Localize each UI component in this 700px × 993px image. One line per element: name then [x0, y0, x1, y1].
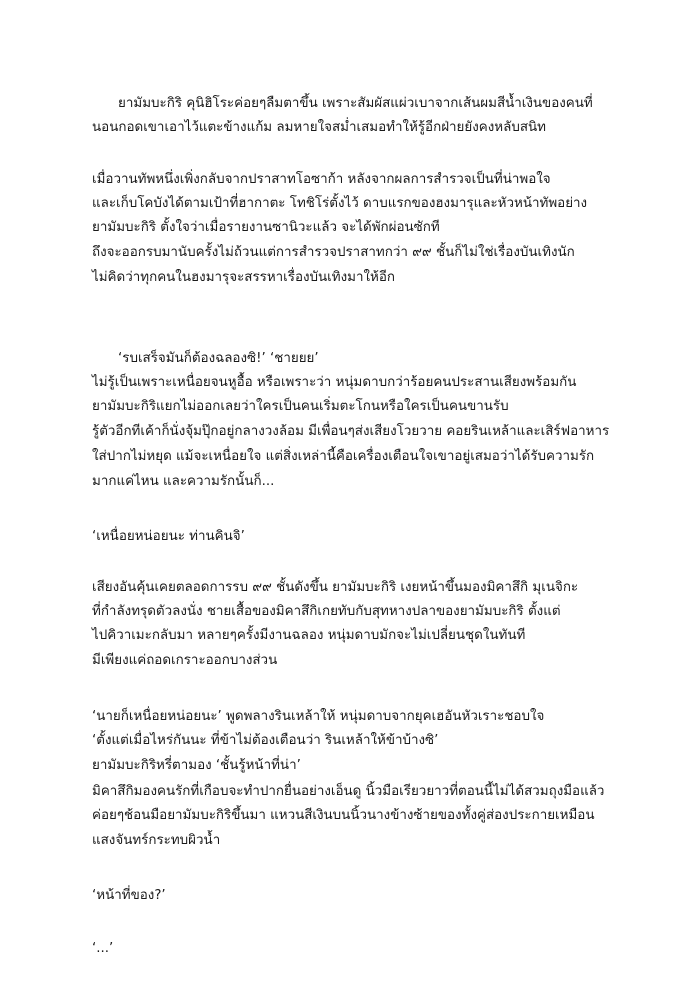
text-line: รู้ตัวอีกทีเค้าก็นั่งจุ้มปุ๊กอยู่กลางวงล้อม มีเพื่อนๆส่งเสียงโวยวาย คอยรินเหล้าและเสิร์ฟอาหาร [92, 424, 610, 439]
text-line: ‘...’ [92, 941, 114, 956]
text-line: ‘เหนื่อยหน่อยนะ ท่านคินจิ’ [92, 529, 245, 544]
text-line: ยามัมบะกิริแยกไม่ออกเลยว่าใครเป็นคนเริ่มตะโกนหรือใครเป็นคนขานรับ [92, 399, 509, 414]
text-line: ยามัมบะกิริ ตั้งใจว่าเมื่อรายงานซานิวะแล้ว จะได้พักผ่อนซักที [92, 220, 440, 235]
text-line: ค่อยๆช้อนมือยามัมบะกิริขึ้นมา แหวนสีเงินบนนิ้วนางข้างซ้ายของทั้งคู่ส่องประกายเหมือน [92, 808, 595, 823]
text-line: ยามัมบะกิริหรี่ตามอง ‘ชั้นรู้หน้าที่น่า’ [92, 758, 301, 773]
text-line: ไปคิวาเมะกลับมา หลายๆครั้งมีงานฉลอง หนุ่มดาบมักจะไม่เปลี่ยนชุดในทันที [92, 628, 526, 643]
text-line: ที่กำลังทรุดตัวลงนั่ง ชายเสื้อของมิคาสึกิเกยทับกับสุทหางปลาของยามัมบะกิริ ตั้งแต่ [92, 604, 561, 619]
text-line: ‘ตั้งแต่เมื่อไหร่กันนะ ที่ข้าไม่ต้องเตือนว่า รินเหล้าให้ข้าบ้างซิ’ [92, 733, 439, 748]
text-line: แสงจันทร์กระทบผิวน้ำ [92, 833, 221, 848]
text-line: ถึงจะออกรบมานับครั้งไม่ถ้วนแต่การสำรวจปราสาทกว่า ๙๙ ชั้นก็ไม่ใช่เรื่องบันเทิงนัก [92, 245, 575, 260]
text-line: ‘นายก็เหนื่อยหน่อยนะ’ พูดพลางรินเหล้าให้ หนุ่มดาบจากยุคเฮอันหัวเราะชอบใจ [92, 709, 545, 724]
text-line: และเก็บโคบังได้ตามเป้าที่ฮากาตะ โทชิโร่ตั้งไว้ ดาบแรกของฮงมารุและหัวหน้าทัพอย่าง [92, 196, 588, 211]
text-line: ยามัมบะกิริ คุนิฮิโระค่อยๆลืมตาขึ้น เพราะสัมผัสแผ่วเบาจากเส้นผมสีน้ำเงินของคนที่ [118, 96, 593, 111]
text-line: มิคาสึกิมองคนรักที่เกือบจะทำปากยื่นอย่างเอ็นดู นิ้วมือเรียวยาวที่ตอนนี้ไม่ได้สวมถุงมือแล้ว [92, 784, 605, 799]
text-line: นอนกอดเขาเอาไว้แตะข้างแก้ม ลมหายใจสม่ำเสมอทำให้รู้อีกฝ่ายยังคงหลับสนิท [92, 120, 546, 135]
text-line: เมื่อวานทัพหนึ่งเพิ่งกลับจากปราสาทโอซาก้า หลังจากผลการสำรวจเป็นที่น่าพอใจ [92, 172, 551, 187]
text-line: ไม่คิดว่าทุกคนในฮงมารุจะสรรหาเรื่องบันเทิงมาให้อีก [92, 270, 395, 285]
text-line: ใส่ปากไม่หยุด แม้จะเหนื่อยใจ แต่สิ่งเหล่านี้คือเครื่องเตือนใจเขาอยู่เสมอว่าได้รับความรัก [92, 449, 595, 464]
text-line: ‘รบเสร็จมันก็ต้องฉลองซิ!’ ‘ชายยย’ [118, 351, 319, 366]
text-line: เสียงอันคุ้นเคยตลอดการรบ ๙๙ ชั้นดังขึ้น ยามัมบะกิริ เงยหน้าขึ้นมองมิคาสึกิ มุเนจิกะ [92, 580, 579, 595]
text-line: ไม่รู้เป็นเพราะเหนื่อยจนหูอื้อ หรือเพราะว่า หนุ่มดาบกว่าร้อยคนประสานเสียงพร้อมกัน [92, 375, 577, 390]
text-line: มีเพียงแค่ถอดเกราะออกบางส่วน [92, 653, 278, 668]
text-line: ‘หน้าที่ของ?’ [92, 888, 166, 903]
text-line: มากแค่ไหน และความรักนั้นก็... [92, 474, 275, 489]
